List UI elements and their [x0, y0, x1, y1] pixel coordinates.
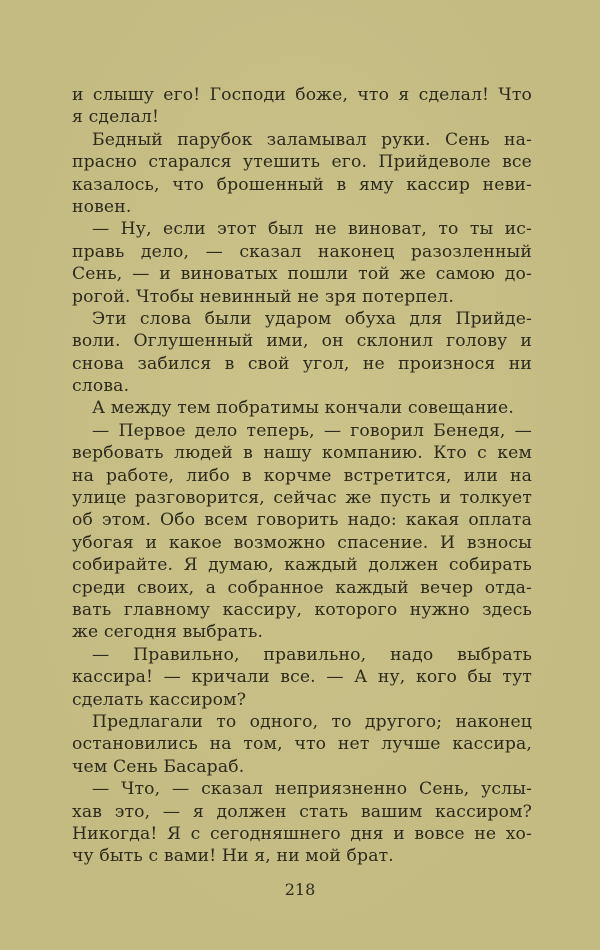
text-line: новен.: [72, 196, 132, 217]
text-line: — Ну, если этот был не виноват, то ты ис-: [92, 219, 532, 240]
text-line: А между тем побратимы кончали совещание.: [92, 398, 514, 419]
text-line: воли. Оглушенный ими, он склонил голову и: [72, 331, 532, 352]
text-line: остановились на том, что нет лучше кассира,: [72, 734, 532, 755]
text-line: хав это, — я должен стать вашим кассиром?: [72, 801, 532, 822]
text-line: и слышу его! Господи боже, что я сделал! Что: [72, 85, 532, 105]
text-line: прасно старался утешить его. Прийдеволе все: [72, 152, 532, 173]
text-line: Никогда! Я с сегодняшнего дня и вовсе не хо-: [72, 823, 532, 844]
text-line: вать главному кассиру, которого нужно здесь: [72, 599, 532, 620]
text-line: Эти слова были ударом обуха для Прийде-: [92, 308, 532, 329]
text-line: чу быть с вами! Ни я, ни мой брат.: [72, 846, 394, 867]
text-line: я сделал!: [72, 107, 160, 128]
text-line: снова забился в свой угол, не произнося ни: [72, 353, 532, 374]
text-line: собирайте. Я думаю, каждый должен собирать: [72, 555, 532, 576]
text-line: же сегодня выбрать.: [72, 622, 264, 643]
text-line: рогой. Чтобы невинный не зря потерпел.: [72, 286, 454, 307]
text-line: Сень, — и виноватых пошли той же самою до-: [72, 264, 532, 285]
text-line: правь дело, — сказал наконец разозленный: [72, 241, 532, 262]
text-line: на работе, либо в корчме встретится, или на: [72, 465, 532, 486]
text-line: убогая и какое возможно спасение. И взносы: [72, 532, 532, 553]
body-text: [72, 84, 532, 868]
text-line: вербовать людей в нашу компанию. Кто с кем: [72, 443, 532, 464]
text-line: улице разговорится, сейчас же пусть и толкует: [72, 488, 532, 509]
text-line: об этом. Обо всем говорить надо: какая оплата: [72, 510, 532, 531]
text-line: сделать кассиром?: [72, 689, 247, 710]
text-line: Предлагали то одного, то другого; наконец: [92, 711, 532, 732]
text-line: слова.: [72, 376, 130, 397]
page-number: 218: [284, 880, 316, 899]
text-line: чем Сень Басараб.: [72, 756, 245, 777]
text-line: — Что, — сказал неприязненно Сень, услы-: [92, 779, 532, 800]
text-line: кассира! — кричали все. — А ну, кого бы тут: [72, 667, 532, 688]
text-line: Бедный парубок заламывал руки. Сень на-: [92, 129, 532, 150]
text-line: — Правильно, правильно, надо выбрать: [92, 644, 532, 665]
text-line: казалось, что брошенный в яму кассир неви-: [72, 174, 532, 195]
text-line: среди своих, а собранное каждый вечер отда-: [72, 577, 532, 598]
text-line: — Первое дело теперь, — говорил Бенедя, —: [92, 420, 532, 441]
